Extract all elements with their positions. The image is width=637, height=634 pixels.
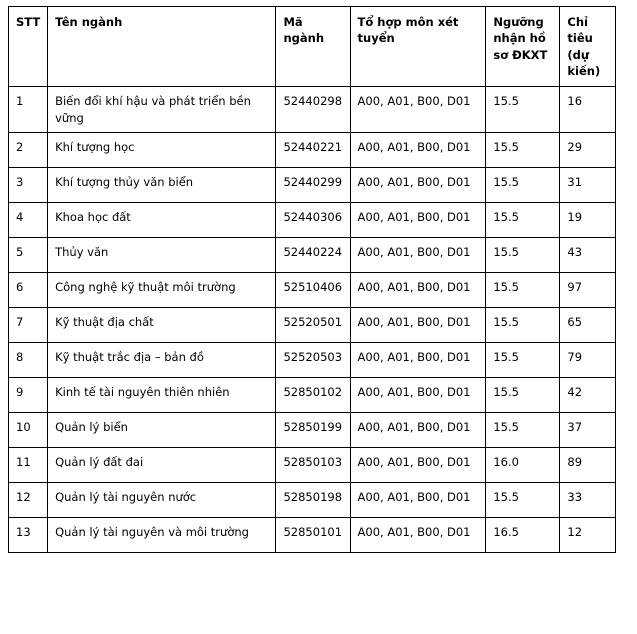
major-threshold: 16.5 — [486, 517, 560, 552]
major-threshold: 15.5 — [486, 412, 560, 447]
major-combination: A00, A01, B00, D01 — [350, 167, 486, 202]
major-name: Quản lý đất đai — [48, 447, 276, 482]
major-quota: 79 — [560, 342, 616, 377]
major-index: 8 — [9, 342, 48, 377]
table-row — [9, 272, 616, 307]
major-code: 52440221 — [276, 132, 350, 167]
major-index: 11 — [9, 447, 48, 482]
table-row — [9, 167, 616, 202]
major-quota: 29 — [560, 132, 616, 167]
major-quota: 19 — [560, 202, 616, 237]
major-combination: A00, A01, B00, D01 — [350, 482, 486, 517]
table-row — [9, 237, 616, 272]
major-code: 52850198 — [276, 482, 350, 517]
column-header-name: Tên ngành — [48, 7, 276, 87]
major-quota: 97 — [560, 272, 616, 307]
major-combination: A00, A01, B00, D01 — [350, 447, 486, 482]
major-combination: A00, A01, B00, D01 — [350, 87, 486, 133]
major-index: 1 — [9, 87, 48, 133]
major-code: 52440224 — [276, 237, 350, 272]
major-combination: A00, A01, B00, D01 — [350, 237, 486, 272]
major-threshold: 15.5 — [486, 342, 560, 377]
major-name: Kỹ thuật địa chất — [48, 307, 276, 342]
major-code: 52520501 — [276, 307, 350, 342]
major-code: 52440306 — [276, 202, 350, 237]
major-combination: A00, A01, B00, D01 — [350, 342, 486, 377]
major-index: 7 — [9, 307, 48, 342]
table-row — [9, 87, 616, 133]
column-header-threshold: Ngưỡng nhận hồ sơ ĐKXT — [486, 7, 560, 87]
major-index: 5 — [9, 237, 48, 272]
table-row — [9, 307, 616, 342]
major-combination: A00, A01, B00, D01 — [350, 517, 486, 552]
major-threshold: 16.0 — [486, 447, 560, 482]
major-name: Kỹ thuật trắc địa – bản đồ — [48, 342, 276, 377]
major-index: 9 — [9, 377, 48, 412]
major-quota: 37 — [560, 412, 616, 447]
admission-majors-table — [8, 6, 616, 553]
major-index: 10 — [9, 412, 48, 447]
major-name: Quản lý tài nguyên nước — [48, 482, 276, 517]
major-code: 52520503 — [276, 342, 350, 377]
major-quota: 43 — [560, 237, 616, 272]
major-quota: 65 — [560, 307, 616, 342]
major-threshold: 15.5 — [486, 167, 560, 202]
major-code: 52850199 — [276, 412, 350, 447]
table-body — [9, 87, 616, 553]
major-combination: A00, A01, B00, D01 — [350, 412, 486, 447]
major-quota: 12 — [560, 517, 616, 552]
column-header-quota: Chỉ tiêu (dự kiến) — [560, 7, 616, 87]
table-row — [9, 377, 616, 412]
major-index: 12 — [9, 482, 48, 517]
major-threshold: 15.5 — [486, 132, 560, 167]
major-code: 52440298 — [276, 87, 350, 133]
table-row — [9, 447, 616, 482]
major-threshold: 15.5 — [486, 307, 560, 342]
column-header-combination: Tổ hợp môn xét tuyển — [350, 7, 486, 87]
major-name: Thủy văn — [48, 237, 276, 272]
table-header-row — [9, 7, 616, 87]
table-row — [9, 482, 616, 517]
major-code: 52850103 — [276, 447, 350, 482]
major-combination: A00, A01, B00, D01 — [350, 377, 486, 412]
major-code: 52850102 — [276, 377, 350, 412]
major-threshold: 15.5 — [486, 272, 560, 307]
column-header-stt: STT — [9, 7, 48, 87]
major-combination: A00, A01, B00, D01 — [350, 132, 486, 167]
major-name: Quản lý biển — [48, 412, 276, 447]
major-quota: 42 — [560, 377, 616, 412]
major-name: Kinh tế tài nguyên thiên nhiên — [48, 377, 276, 412]
table-row — [9, 342, 616, 377]
major-threshold: 15.5 — [486, 482, 560, 517]
major-code: 52510406 — [276, 272, 350, 307]
major-threshold: 15.5 — [486, 202, 560, 237]
major-index: 4 — [9, 202, 48, 237]
major-index: 2 — [9, 132, 48, 167]
major-name: Khí tượng học — [48, 132, 276, 167]
major-index: 3 — [9, 167, 48, 202]
major-combination: A00, A01, B00, D01 — [350, 272, 486, 307]
table-row — [9, 132, 616, 167]
major-quota: 33 — [560, 482, 616, 517]
table-row — [9, 517, 616, 552]
major-index: 6 — [9, 272, 48, 307]
major-name: Biến đổi khí hậu và phát triển bền vững — [48, 87, 276, 133]
column-header-code: Mã ngành — [276, 7, 350, 87]
major-threshold: 15.5 — [486, 87, 560, 133]
table-row — [9, 202, 616, 237]
major-code: 52440299 — [276, 167, 350, 202]
major-quota: 89 — [560, 447, 616, 482]
table-row — [9, 412, 616, 447]
major-name: Quản lý tài nguyên và môi trường — [48, 517, 276, 552]
major-index: 13 — [9, 517, 48, 552]
major-quota: 31 — [560, 167, 616, 202]
major-combination: A00, A01, B00, D01 — [350, 307, 486, 342]
major-threshold: 15.5 — [486, 237, 560, 272]
table-header — [9, 7, 616, 87]
major-name: Công nghệ kỹ thuật môi trường — [48, 272, 276, 307]
major-quota: 16 — [560, 87, 616, 133]
major-name: Khoa học đất — [48, 202, 276, 237]
major-code: 52850101 — [276, 517, 350, 552]
major-threshold: 15.5 — [486, 377, 560, 412]
major-combination: A00, A01, B00, D01 — [350, 202, 486, 237]
major-name: Khí tượng thủy văn biển — [48, 167, 276, 202]
